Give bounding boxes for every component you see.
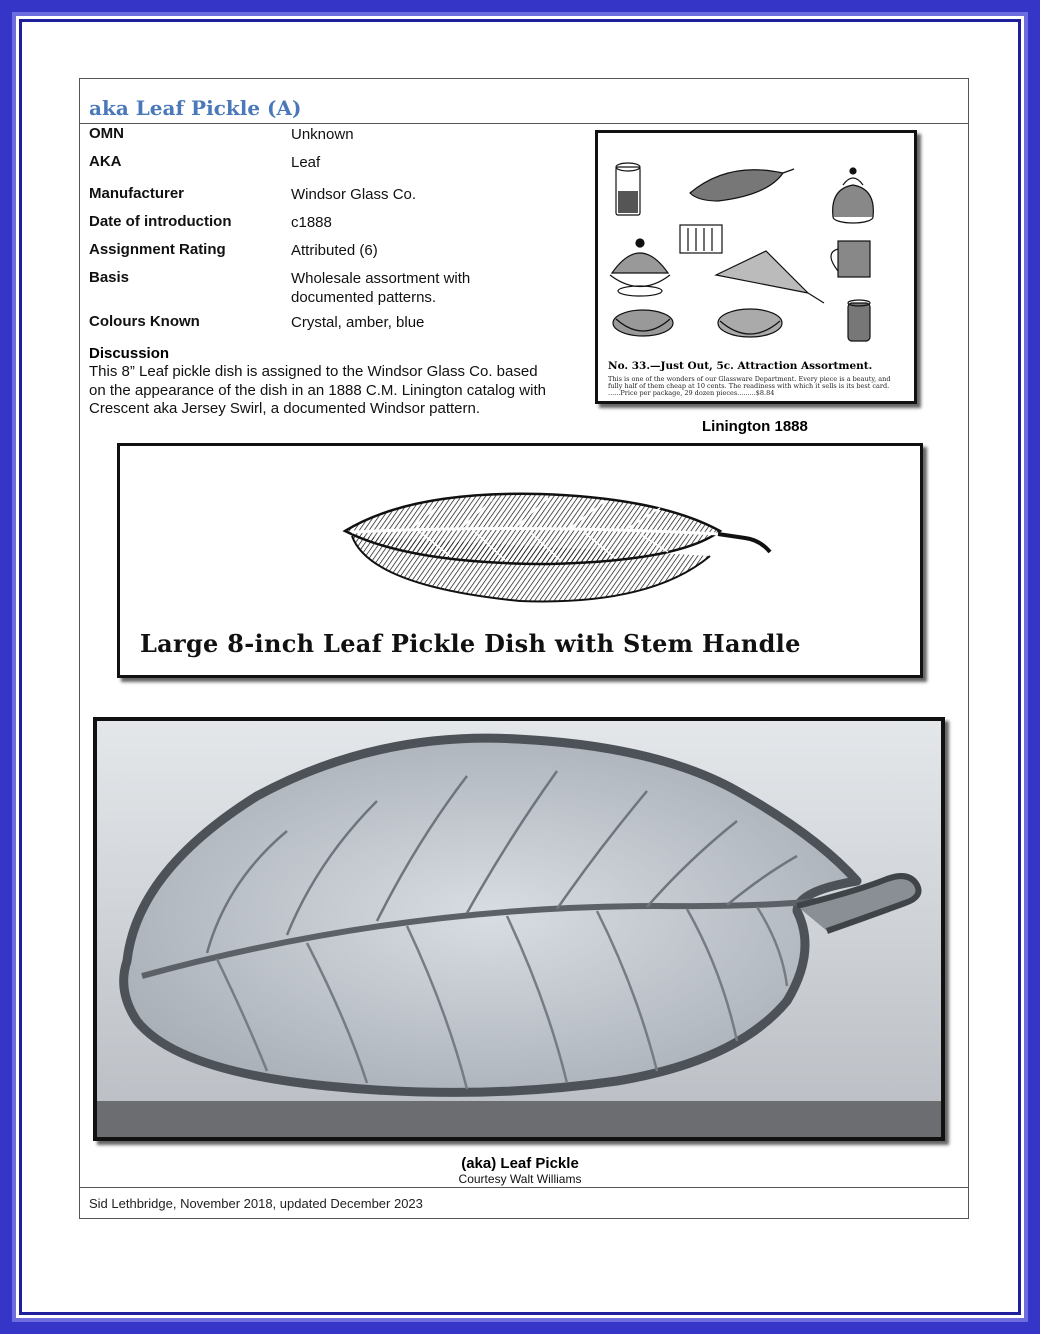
discussion-heading: Discussion — [89, 345, 170, 362]
engraving-caption: Large 8-inch Leaf Pickle Dish with Stem Handle — [140, 629, 801, 658]
title-row — [80, 79, 968, 124]
leaf-pickle-photo — [93, 717, 945, 1141]
field-label: Date of introduction — [89, 213, 232, 230]
field-label: Assignment Rating — [89, 241, 226, 258]
catalog-heading: No. 33.—Just Out, 5c. Attraction Assortment. — [608, 360, 873, 372]
page-title: aka Leaf Pickle (A) — [89, 96, 302, 120]
field-value: Leaf — [291, 154, 321, 171]
discussion-text: This 8” Leaf pickle dish is assigned to the Windsor Glass Co. based on the appearance of the dish in an 1888 C.M. Linington catalog with Crescent aka Jersey Swirl, a documented Windsor pattern. — [89, 363, 546, 417]
leaf-photo-illustration — [97, 721, 941, 1137]
field-value: Crystal, amber, blue — [291, 314, 425, 331]
field-label: Manufacturer — [89, 185, 185, 202]
catalog-body: This is one of the wonders of our Glassware Department. Every piece is a beauty, and fully half of them cheap at 10 cents. The readiness with which it sells is its best card. ......Price per package, 29 dozen pieces.........$8.84 — [608, 375, 891, 397]
field-value: Wholesale assortment with documented patterns. — [291, 270, 471, 306]
field-value: Windsor Glass Co. — [291, 186, 417, 203]
catalog-caption: Linington 1888 — [702, 418, 808, 435]
field-label: AKA — [89, 153, 122, 170]
field-label: Colours Known — [89, 313, 200, 330]
field-value: c1888 — [291, 214, 332, 231]
field-label: OMN — [89, 125, 124, 142]
field-label: Basis — [89, 269, 130, 286]
footer-divider — [80, 1187, 968, 1188]
photo-credit: Courtesy Walt Williams — [458, 1172, 582, 1186]
leaf-engraving — [120, 446, 920, 626]
catalog-image — [595, 130, 917, 404]
catalog-illustration — [598, 133, 914, 358]
footer-credit: Sid Lethbridge, November 2018, updated December 2023 — [89, 1196, 423, 1211]
field-value: Attributed (6) — [291, 242, 378, 259]
engraving-image — [117, 443, 923, 678]
field-value: Unknown — [291, 126, 354, 143]
photo-caption: (aka) Leaf Pickle — [461, 1155, 579, 1172]
